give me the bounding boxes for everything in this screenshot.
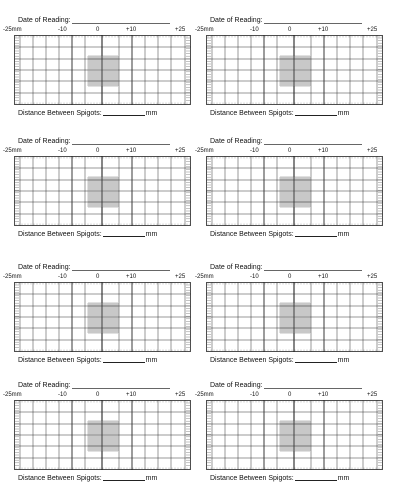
tick-label-0: 0 xyxy=(96,148,100,154)
tick-label-plus-10: +10 xyxy=(318,392,329,398)
date-of-reading-label: Date of Reading: xyxy=(18,138,71,145)
tick-label-minus-25mm: -25mm xyxy=(195,392,214,398)
distance-label: Distance Between Spigots: xyxy=(210,357,294,364)
tick-label-0: 0 xyxy=(288,274,292,280)
tick-label-minus-10: -10 xyxy=(250,27,259,33)
distance-entry-blank[interactable] xyxy=(103,109,145,116)
tick-label-0: 0 xyxy=(288,27,292,33)
tick-label-plus-10: +10 xyxy=(126,392,137,398)
date-entry-line[interactable] xyxy=(72,388,170,389)
distance-between-spigots-row xyxy=(210,230,349,238)
measurement-grid xyxy=(14,282,191,352)
date-of-reading-label: Date of Reading: xyxy=(210,138,263,145)
fine-center-grid xyxy=(88,56,118,86)
date-of-reading-label: Date of Reading: xyxy=(18,17,71,24)
distance-label: Distance Between Spigots: xyxy=(210,231,294,238)
scale-tick-labels xyxy=(192,148,383,156)
distance-unit: mm xyxy=(337,475,350,482)
tick-label-minus-10: -10 xyxy=(58,27,67,33)
tick-label-plus-10: +10 xyxy=(318,148,329,154)
distance-between-spigots-row xyxy=(18,474,157,482)
measurement-grid xyxy=(206,156,383,226)
measurement-grid xyxy=(14,400,191,470)
gauge-card-1 xyxy=(0,17,188,137)
tick-label-plus-10: +10 xyxy=(318,27,329,33)
date-of-reading-label: Date of Reading: xyxy=(210,264,263,271)
date-of-reading-row xyxy=(210,17,263,24)
date-of-reading-row xyxy=(18,264,71,271)
distance-unit: mm xyxy=(337,231,350,238)
distance-unit: mm xyxy=(145,110,158,117)
tick-label-plus-25: +25 xyxy=(175,392,186,398)
gauge-card-5 xyxy=(0,264,188,384)
date-entry-line[interactable] xyxy=(72,144,170,145)
tick-label-minus-25mm: -25mm xyxy=(195,27,214,33)
distance-between-spigots-row xyxy=(210,474,349,482)
distance-entry-blank[interactable] xyxy=(295,109,337,116)
distance-unit: mm xyxy=(337,357,350,364)
distance-between-spigots-row xyxy=(18,230,157,238)
tick-label-minus-25mm: -25mm xyxy=(195,274,214,280)
fine-center-grid xyxy=(280,421,310,451)
tick-label-plus-25: +25 xyxy=(175,148,186,154)
distance-label: Distance Between Spigots: xyxy=(210,475,294,482)
fine-center-grid xyxy=(88,303,118,333)
distance-label: Distance Between Spigots: xyxy=(18,110,102,117)
distance-unit: mm xyxy=(145,231,158,238)
date-entry-line[interactable] xyxy=(264,388,362,389)
tick-label-0: 0 xyxy=(96,392,100,398)
date-entry-line[interactable] xyxy=(72,23,170,24)
tick-label-plus-25: +25 xyxy=(367,392,378,398)
gauge-card-7 xyxy=(0,382,188,502)
date-entry-line[interactable] xyxy=(264,270,362,271)
distance-unit: mm xyxy=(337,110,350,117)
measurement-grid xyxy=(206,282,383,352)
tick-label-plus-10: +10 xyxy=(126,148,137,154)
tick-label-0: 0 xyxy=(288,392,292,398)
tick-label-minus-25mm: -25mm xyxy=(3,27,22,33)
distance-label: Distance Between Spigots: xyxy=(210,110,294,117)
scale-tick-labels xyxy=(0,274,191,282)
distance-between-spigots-row xyxy=(18,356,157,364)
tick-label-0: 0 xyxy=(96,274,100,280)
tick-label-plus-10: +10 xyxy=(126,27,137,33)
tick-label-minus-25mm: -25mm xyxy=(3,274,22,280)
date-of-reading-label: Date of Reading: xyxy=(18,382,71,389)
scale-tick-labels xyxy=(0,148,191,156)
tick-label-plus-10: +10 xyxy=(318,274,329,280)
date-of-reading-row xyxy=(210,264,263,271)
scale-tick-labels xyxy=(0,392,191,400)
date-of-reading-label: Date of Reading: xyxy=(210,17,263,24)
distance-between-spigots-row xyxy=(18,109,157,117)
date-of-reading-row xyxy=(18,17,71,24)
measurement-grid xyxy=(14,156,191,226)
distance-entry-blank[interactable] xyxy=(103,474,145,481)
distance-label: Distance Between Spigots: xyxy=(18,231,102,238)
tick-label-minus-10: -10 xyxy=(250,274,259,280)
fine-center-grid xyxy=(280,303,310,333)
measurement-grid xyxy=(14,35,191,105)
date-of-reading-row xyxy=(210,382,263,389)
fine-center-grid xyxy=(88,421,118,451)
date-of-reading-row xyxy=(18,138,71,145)
scale-tick-labels xyxy=(192,27,383,35)
scale-tick-labels xyxy=(192,274,383,282)
gauge-card-2 xyxy=(192,17,380,137)
tick-label-plus-25: +25 xyxy=(367,27,378,33)
date-entry-line[interactable] xyxy=(264,23,362,24)
gauge-card-4 xyxy=(192,138,380,258)
scale-tick-labels xyxy=(192,392,383,400)
date-of-reading-label: Date of Reading: xyxy=(18,264,71,271)
fine-center-grid xyxy=(88,177,118,207)
date-entry-line[interactable] xyxy=(72,270,170,271)
distance-entry-blank[interactable] xyxy=(295,230,337,237)
distance-entry-blank[interactable] xyxy=(103,356,145,363)
distance-between-spigots-row xyxy=(210,109,349,117)
date-of-reading-row xyxy=(18,382,71,389)
distance-label: Distance Between Spigots: xyxy=(18,475,102,482)
tick-label-minus-10: -10 xyxy=(58,392,67,398)
measurement-grid xyxy=(206,35,383,105)
distance-unit: mm xyxy=(145,357,158,364)
fine-center-grid xyxy=(280,56,310,86)
tick-label-minus-10: -10 xyxy=(250,392,259,398)
measurement-grid xyxy=(206,400,383,470)
distance-entry-blank[interactable] xyxy=(295,356,337,363)
date-of-reading-row xyxy=(210,138,263,145)
tick-label-minus-25mm: -25mm xyxy=(3,148,22,154)
tick-label-plus-10: +10 xyxy=(126,274,137,280)
tick-label-minus-10: -10 xyxy=(58,148,67,154)
gauge-card-3 xyxy=(0,138,188,258)
tick-label-minus-25mm: -25mm xyxy=(195,148,214,154)
date-of-reading-label: Date of Reading: xyxy=(210,382,263,389)
tick-label-0: 0 xyxy=(96,27,100,33)
tick-label-plus-25: +25 xyxy=(175,274,186,280)
tick-label-minus-10: -10 xyxy=(250,148,259,154)
distance-entry-blank[interactable] xyxy=(103,230,145,237)
gauge-card-6 xyxy=(192,264,380,384)
distance-entry-blank[interactable] xyxy=(295,474,337,481)
distance-between-spigots-row xyxy=(210,356,349,364)
scale-tick-labels xyxy=(0,27,191,35)
tick-label-0: 0 xyxy=(288,148,292,154)
tick-label-minus-10: -10 xyxy=(58,274,67,280)
gauge-card-8 xyxy=(192,382,380,502)
tick-label-plus-25: +25 xyxy=(367,274,378,280)
tick-label-plus-25: +25 xyxy=(175,27,186,33)
date-entry-line[interactable] xyxy=(264,144,362,145)
fine-center-grid xyxy=(280,177,310,207)
tick-label-minus-25mm: -25mm xyxy=(3,392,22,398)
tick-label-plus-25: +25 xyxy=(367,148,378,154)
distance-unit: mm xyxy=(145,475,158,482)
distance-label: Distance Between Spigots: xyxy=(18,357,102,364)
